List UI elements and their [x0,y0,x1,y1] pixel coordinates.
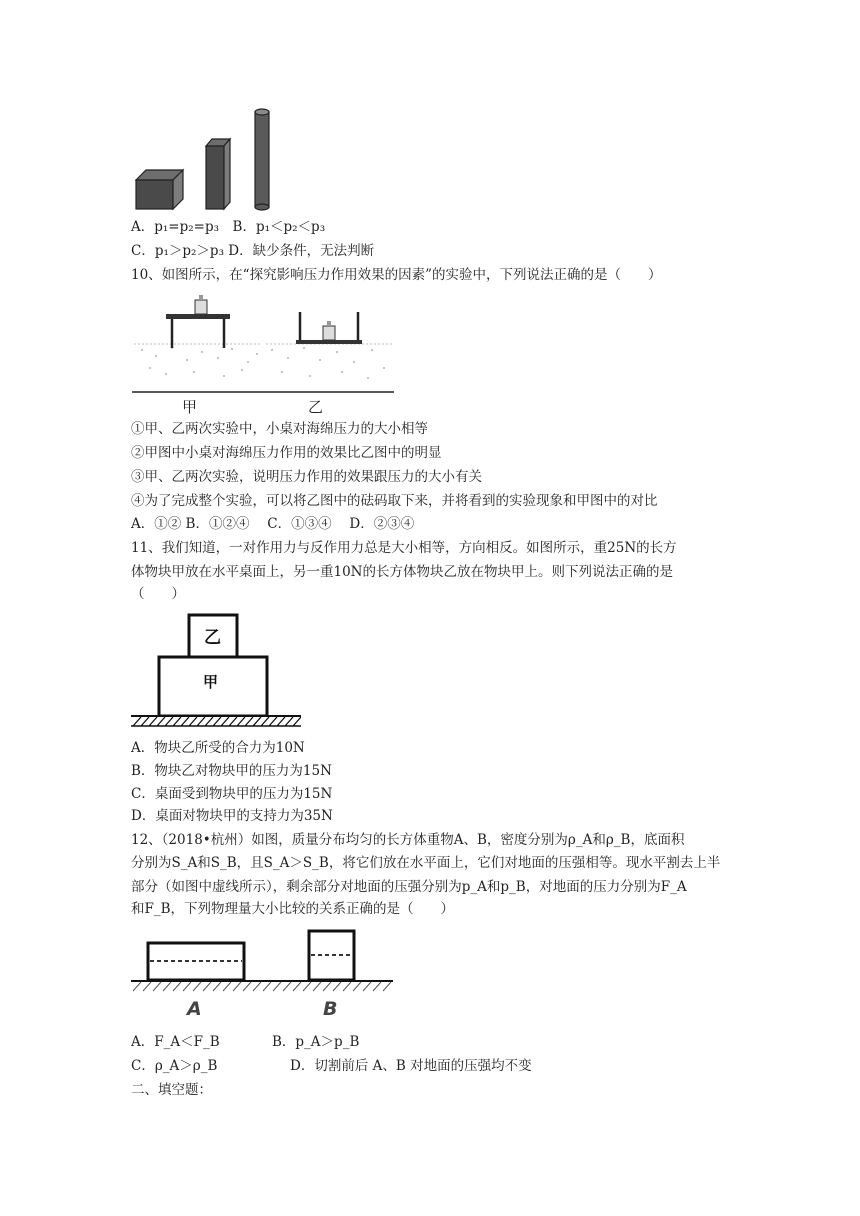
q10-statement-4: ④为了完成整个实验，可以将乙图中的砝码取下来，并将看到的实验现象和甲图中的对比 [131,493,658,509]
q11-stem-line3: （ ） [131,586,185,602]
q12-stem-line3: 部分（如图中虚线所示），剩余部分对地面的压强分别为p_A和p_B，对地面的压力分别为F_A [131,879,687,895]
q12-option-d: D．切割前后 A、B 对地面的压强均不变 [290,1058,532,1074]
q10-stem: 10、如图所示，在“探究影响压力作用效果的因素”的实验中，下列说法正确的是（ ） [131,267,662,283]
q9-prisms-figure [133,104,283,212]
q11-option-b: B．物块乙对物块甲的压力为15N [131,763,332,779]
q12-option-c: C．ρ_A＞ρ_B [131,1058,218,1074]
q12-stem-line2: 分别为S_A和S_B，且S_A＞S_B，将它们放在水平面上，它们对地面的压强相等。现水平割去上半 [131,855,721,871]
q12-option-a: A．F_A＜F_B [131,1034,220,1050]
q12-option-b: B．p_A＞p_B [272,1034,360,1050]
q11-option-c: C．桌面受到物块甲的压力为15N [131,786,333,802]
q12-stem-line4: 和F_B，下列物理量大小比较的关系正确的是（ ） [131,901,455,917]
section2-heading: 二、填空题： [131,1082,212,1098]
q10-statement-3: ③甲、乙两次实验，说明压力作用的效果跟压力的大小有关 [131,469,482,485]
q12-label-a: A [187,998,202,1020]
q11-stem-line2: 体物块甲放在水平桌面上，另一重10N的长方体物块乙放在物块甲上。则下列说法正确的是 [131,564,673,580]
q11-option-a: A．物块乙所受的合力为10N [131,740,305,756]
q10-statement-2: ②甲图中小桌对海绵压力作用的效果比乙图中的明显 [131,445,442,461]
q11-option-d: D．桌面对物块甲的支持力为35N [131,808,333,824]
q12-blocks-figure [131,925,393,1027]
q12-stem-line1: 12、（2018•杭州）如图，质量分布均匀的长方体重物A、B，密度分别为ρ_A和ρ_B，底面积 [131,832,685,848]
q10-label-left: 甲 [182,398,198,416]
q10-statement-1: ①甲、乙两次实验中，小桌对海绵压力的大小相等 [131,421,428,437]
q11-stacked-blocks-figure [131,610,301,730]
q10-label-right: 乙 [308,398,324,416]
q10-options: A．①② B．①②④ C．①③④ D．②③④ [131,516,415,532]
q11-stem-line1: 11、我们知道，一对作用力与反作用力总是大小相等，方向相反。如图所示，重25N的长方 [131,540,677,556]
q12-label-b: B [323,998,338,1020]
q9-options-line2: C．p₁＞p₂＞p₃ D．缺少条件，无法判断 [131,243,375,259]
q11-block-yi-label: 乙 [204,628,221,648]
q9-options-line1: A．p₁=p₂=p₃ B．p₁＜p₂＜p₃ [131,219,326,235]
q11-block-jia-label: 甲 [203,673,219,691]
q10-sponge-figure [132,288,394,418]
